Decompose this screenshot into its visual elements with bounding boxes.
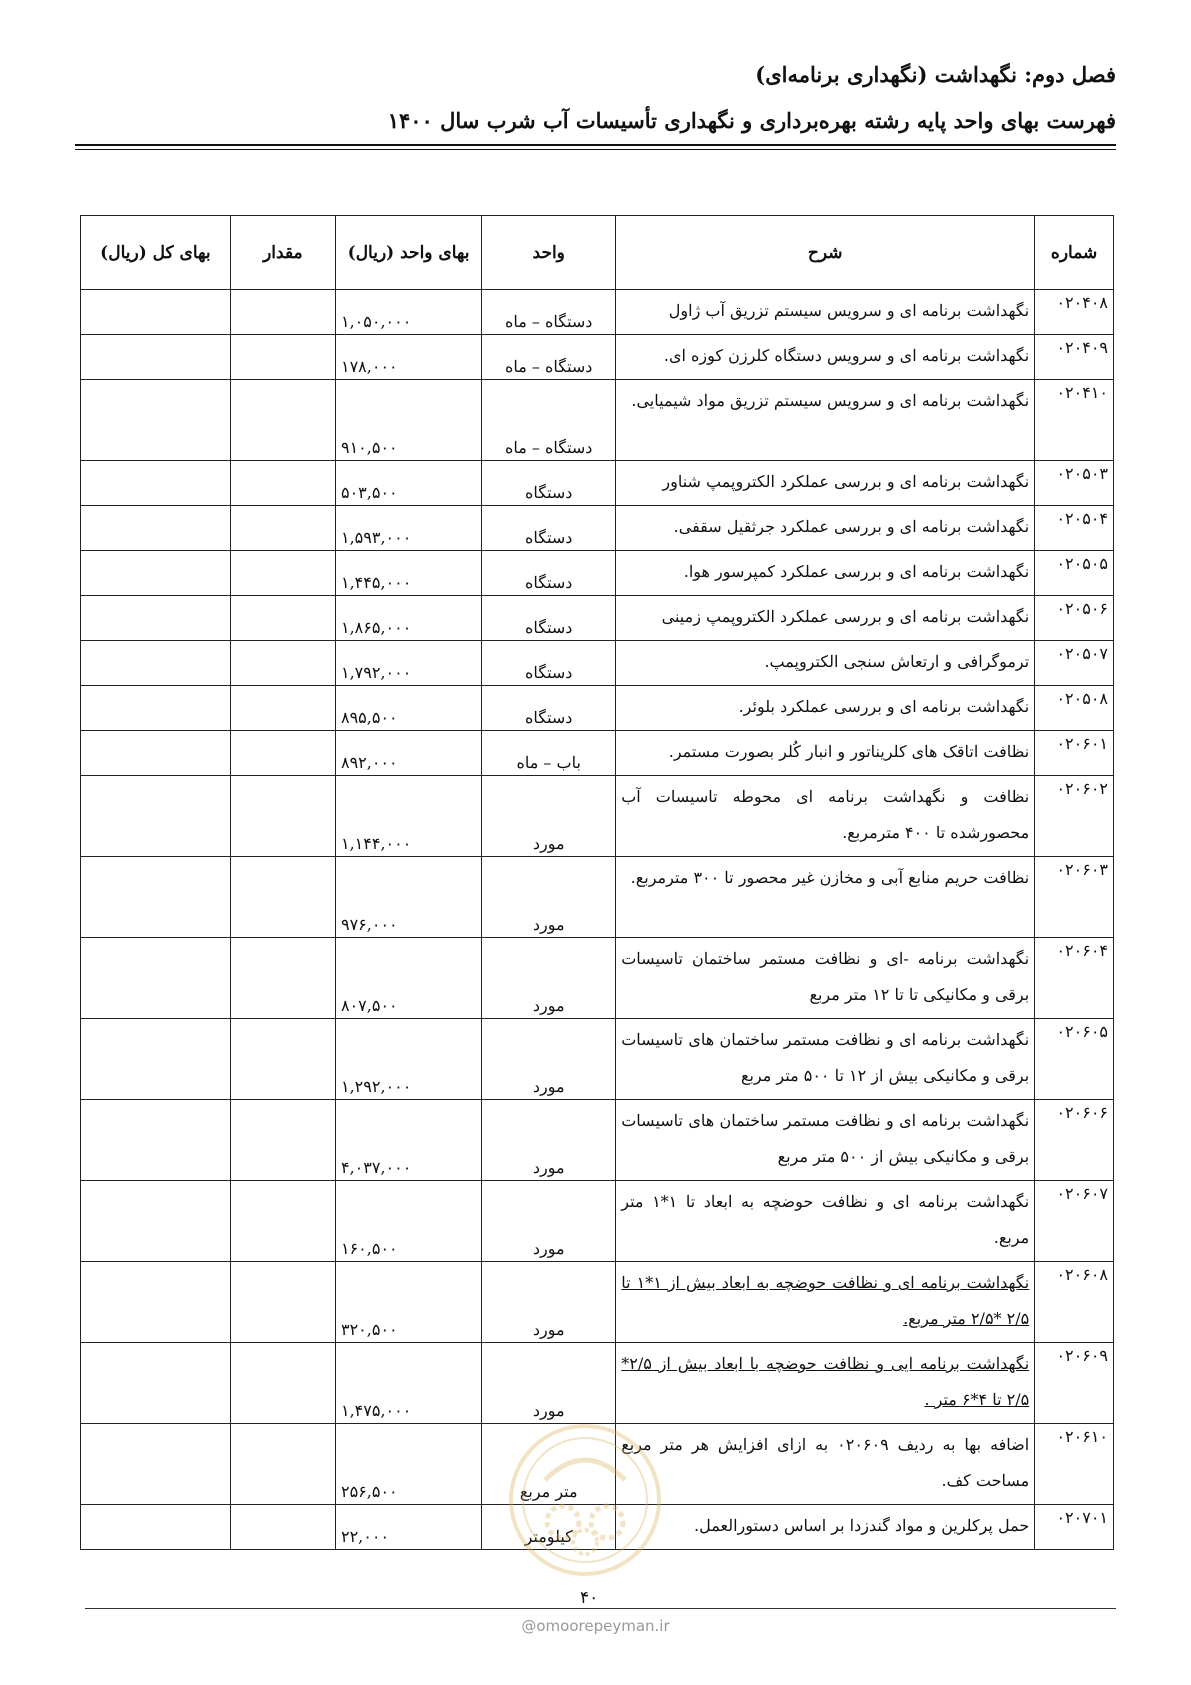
row-unit: دستگاه (482, 686, 616, 731)
row-total-cell (81, 461, 231, 506)
row-unit-price: ۱,۴۷۵,۰۰۰ (335, 1343, 481, 1424)
row-description: نظافت اتاقک های کلریناتور و انبار کُلر بصورت مستمر. (616, 731, 1035, 776)
row-code: ۰۲۰۵۰۶ (1035, 596, 1114, 641)
row-description: نگهداشت برنامه ای و بررسی عملکرد جرثقیل سقفی. (616, 506, 1035, 551)
row-total-cell (81, 1019, 231, 1100)
row-unit-price: ۹۱۰,۵۰۰ (335, 380, 481, 461)
row-code: ۰۲۰۶۰۱ (1035, 731, 1114, 776)
row-quantity-cell (230, 380, 335, 461)
table-row (81, 686, 1114, 731)
table-row (81, 290, 1114, 335)
row-unit: مورد (482, 776, 616, 857)
row-unit-price: ۱۷۸,۰۰۰ (335, 335, 481, 380)
row-quantity-cell (230, 1100, 335, 1181)
row-description: نگهداشت برنامه ای و بررسی عملکرد کمپرسور هوا. (616, 551, 1035, 596)
row-total-cell (81, 857, 231, 938)
omoorepeyman-seal-icon (505, 1420, 665, 1580)
row-quantity-cell (230, 776, 335, 857)
row-description: نگهداشت برنامه ای و سرویس سیستم تزریق آب ژاول (616, 290, 1035, 335)
row-description: نگهداشت برنامه ایی و نظافت حوضچه با ابعاد بیش از ۲/۵* ۲/۵ تا ۴*۶ متر . (616, 1343, 1035, 1424)
row-total-cell (81, 1262, 231, 1343)
table-row (81, 776, 1114, 857)
table-row (81, 551, 1114, 596)
row-unit: مورد (482, 857, 616, 938)
chapter-title: فصل دوم: نگهداشت (نگهداری برنامه‌ای) (755, 62, 1116, 87)
row-total-cell (81, 290, 231, 335)
row-unit-price: ۲۲,۰۰۰ (335, 1505, 481, 1550)
footer-rule (85, 1608, 1116, 1609)
row-unit: مورد (482, 1181, 616, 1262)
row-unit-price: ۸۹۵,۵۰۰ (335, 686, 481, 731)
row-unit-price: ۱,۴۴۵,۰۰۰ (335, 551, 481, 596)
table-row (81, 335, 1114, 380)
row-unit-price: ۱۶۰,۵۰۰ (335, 1181, 481, 1262)
row-unit-price: ۹۷۶,۰۰۰ (335, 857, 481, 938)
table-row (81, 857, 1114, 938)
row-quantity-cell (230, 857, 335, 938)
price-list-title: فهرست بهای واحد پایه رشته بهره‌برداری و نگهداری تأسیسات آب شرب سال ۱۴۰۰ (387, 108, 1116, 133)
table-row (81, 731, 1114, 776)
row-code: ۰۲۰۶۱۰ (1035, 1424, 1114, 1505)
header-rule-thin (75, 149, 1116, 150)
table-row (81, 380, 1114, 461)
table-row (81, 1019, 1114, 1100)
row-quantity-cell (230, 461, 335, 506)
row-total-cell (81, 596, 231, 641)
row-code: ۰۲۰۷۰۱ (1035, 1505, 1114, 1550)
row-quantity-cell (230, 686, 335, 731)
row-description: اضافه بها به ردیف ۰۲۰۶۰۹ به ازای افزایش هر متر مربع مساحت کف. (616, 1424, 1035, 1505)
row-quantity-cell (230, 1505, 335, 1550)
row-unit: مورد (482, 1343, 616, 1424)
table-row (81, 596, 1114, 641)
row-description: نگهداشت برنامه ای و نظافت حوضچه به ابعاد تا ۱*۱ متر مربع. (616, 1181, 1035, 1262)
row-total-cell (81, 506, 231, 551)
row-code: ۰۲۰۴۰۹ (1035, 335, 1114, 380)
row-description: نگهداشت برنامه ای و نظافت مستمر ساختمان های تاسیسات برقی و مکانیکی بیش از ۵۰۰ متر مربع (616, 1100, 1035, 1181)
header-rule-thick (75, 144, 1116, 146)
row-unit: باب – ماه (482, 731, 616, 776)
row-total-cell (81, 1505, 231, 1550)
row-unit: متر مربع (482, 1424, 616, 1505)
row-unit: مورد (482, 1100, 616, 1181)
row-total-cell (81, 1181, 231, 1262)
row-total-cell (81, 551, 231, 596)
row-quantity-cell (230, 1424, 335, 1505)
row-code: ۰۲۰۵۰۷ (1035, 641, 1114, 686)
col-header-unit: واحد (482, 216, 616, 290)
col-header-quantity: مقدار (230, 216, 335, 290)
row-unit-price: ۱,۱۴۴,۰۰۰ (335, 776, 481, 857)
row-total-cell (81, 1100, 231, 1181)
table-row (81, 1343, 1114, 1424)
row-description: نگهداشت برنامه ای و سرویس دستگاه کلرزن کوزه ای. (616, 335, 1035, 380)
row-quantity-cell (230, 641, 335, 686)
row-description: حمل پرکلرین و مواد گندزدا بر اساس دستورالعمل. (616, 1505, 1035, 1550)
site-watermark: @omoorepeyman.ir (521, 1617, 670, 1635)
row-unit-price: ۱,۷۹۲,۰۰۰ (335, 641, 481, 686)
row-unit: دستگاه – ماه (482, 380, 616, 461)
row-quantity-cell (230, 290, 335, 335)
row-unit-price: ۱,۲۹۲,۰۰۰ (335, 1019, 481, 1100)
row-total-cell (81, 1424, 231, 1505)
row-description: ترموگرافی و ارتعاش سنجی الکتروپمپ. (616, 641, 1035, 686)
table-row (81, 461, 1114, 506)
row-unit: دستگاه (482, 641, 616, 686)
row-unit: دستگاه (482, 461, 616, 506)
row-quantity-cell (230, 506, 335, 551)
row-code: ۰۲۰۶۰۸ (1035, 1262, 1114, 1343)
col-header-code: شماره (1035, 216, 1114, 290)
row-quantity-cell (230, 596, 335, 641)
row-quantity-cell (230, 1019, 335, 1100)
row-quantity-cell (230, 731, 335, 776)
row-quantity-cell (230, 1262, 335, 1343)
row-unit: دستگاه (482, 506, 616, 551)
row-code: ۰۲۰۵۰۵ (1035, 551, 1114, 596)
row-quantity-cell (230, 1181, 335, 1262)
row-description: نگهداشت برنامه ای و بررسی عملکرد الکتروپمپ زمینی (616, 596, 1035, 641)
row-total-cell (81, 380, 231, 461)
row-unit: دستگاه (482, 596, 616, 641)
row-code: ۰۲۰۶۰۵ (1035, 1019, 1114, 1100)
row-total-cell (81, 686, 231, 731)
table-row (81, 1181, 1114, 1262)
row-unit-price: ۱,۰۵۰,۰۰۰ (335, 290, 481, 335)
row-unit-price: ۱,۸۶۵,۰۰۰ (335, 596, 481, 641)
row-code: ۰۲۰۵۰۳ (1035, 461, 1114, 506)
table-row (81, 1100, 1114, 1181)
row-total-cell (81, 731, 231, 776)
row-quantity-cell (230, 551, 335, 596)
row-unit: مورد (482, 938, 616, 1019)
table-header (81, 216, 1114, 290)
row-description: نگهداشت برنامه -ای و نظافت مستمر ساختمان تاسیسات برقی و مکانیکی تا تا ۱۲ متر مربع (616, 938, 1035, 1019)
row-unit-price: ۵۰۳,۵۰۰ (335, 461, 481, 506)
row-description: نگهداشت برنامه ای و سرویس سیستم تزریق مواد شیمیایی. (616, 380, 1035, 461)
row-description: نظافت و نگهداشت برنامه ای محوطه تاسیسات آب محصورشده تا ۴۰۰ مترمربع. (616, 776, 1035, 857)
row-code: ۰۲۰۶۰۳ (1035, 857, 1114, 938)
table-row (81, 641, 1114, 686)
row-unit: کیلومتر (482, 1505, 616, 1550)
row-quantity-cell (230, 1343, 335, 1424)
row-code: ۰۲۰۵۰۸ (1035, 686, 1114, 731)
row-unit: مورد (482, 1262, 616, 1343)
row-description: نگهداشت برنامه ای و نظافت حوضچه به ابعاد بیش از ۱*۱ تا ۲/۵ *۲/۵ متر مربع. (616, 1262, 1035, 1343)
row-code: ۰۲۰۶۰۲ (1035, 776, 1114, 857)
row-code: ۰۲۰۴۰۸ (1035, 290, 1114, 335)
col-header-description: شرح (616, 216, 1035, 290)
row-unit-price: ۴,۰۳۷,۰۰۰ (335, 1100, 481, 1181)
price-table (80, 215, 1114, 1550)
page-number: ۴۰ (580, 1588, 599, 1608)
table-row (81, 938, 1114, 1019)
col-header-total-price: بهای کل (ریال) (81, 216, 231, 290)
row-unit-price: ۱,۵۹۳,۰۰۰ (335, 506, 481, 551)
row-code: ۰۲۰۶۰۴ (1035, 938, 1114, 1019)
row-unit-price: ۳۲۰,۵۰۰ (335, 1262, 481, 1343)
row-unit: دستگاه (482, 551, 616, 596)
row-code: ۰۲۰۵۰۴ (1035, 506, 1114, 551)
row-total-cell (81, 938, 231, 1019)
row-total-cell (81, 335, 231, 380)
row-code: ۰۲۰۶۰۶ (1035, 1100, 1114, 1181)
table-row (81, 506, 1114, 551)
row-description: نگهداشت برنامه ای و بررسی عملکرد بلوئر. (616, 686, 1035, 731)
table-row (81, 1262, 1114, 1343)
row-code: ۰۲۰۶۰۷ (1035, 1181, 1114, 1262)
col-header-unit-price: بهای واحد (ریال) (335, 216, 481, 290)
row-unit: مورد (482, 1019, 616, 1100)
row-total-cell (81, 641, 231, 686)
row-unit-price: ۸۰۷,۵۰۰ (335, 938, 481, 1019)
row-code: ۰۲۰۶۰۹ (1035, 1343, 1114, 1424)
table-body (81, 290, 1114, 1550)
row-unit-price: ۲۵۶,۵۰۰ (335, 1424, 481, 1505)
row-description: نگهداشت برنامه ای و بررسی عملکرد الکتروپمپ شناور (616, 461, 1035, 506)
row-quantity-cell (230, 335, 335, 380)
row-unit: دستگاه – ماه (482, 290, 616, 335)
row-unit: دستگاه – ماه (482, 335, 616, 380)
row-code: ۰۲۰۴۱۰ (1035, 380, 1114, 461)
row-quantity-cell (230, 938, 335, 1019)
row-total-cell (81, 776, 231, 857)
row-description: نگهداشت برنامه ای و نظافت مستمر ساختمان های تاسیسات برقی و مکانیکی بیش از ۱۲ تا ۵۰۰ متر مربع (616, 1019, 1035, 1100)
row-unit-price: ۸۹۲,۰۰۰ (335, 731, 481, 776)
row-description: نظافت حریم منابع آبی و مخازن غیر محصور تا ۳۰۰ مترمربع. (616, 857, 1035, 938)
row-total-cell (81, 1343, 231, 1424)
